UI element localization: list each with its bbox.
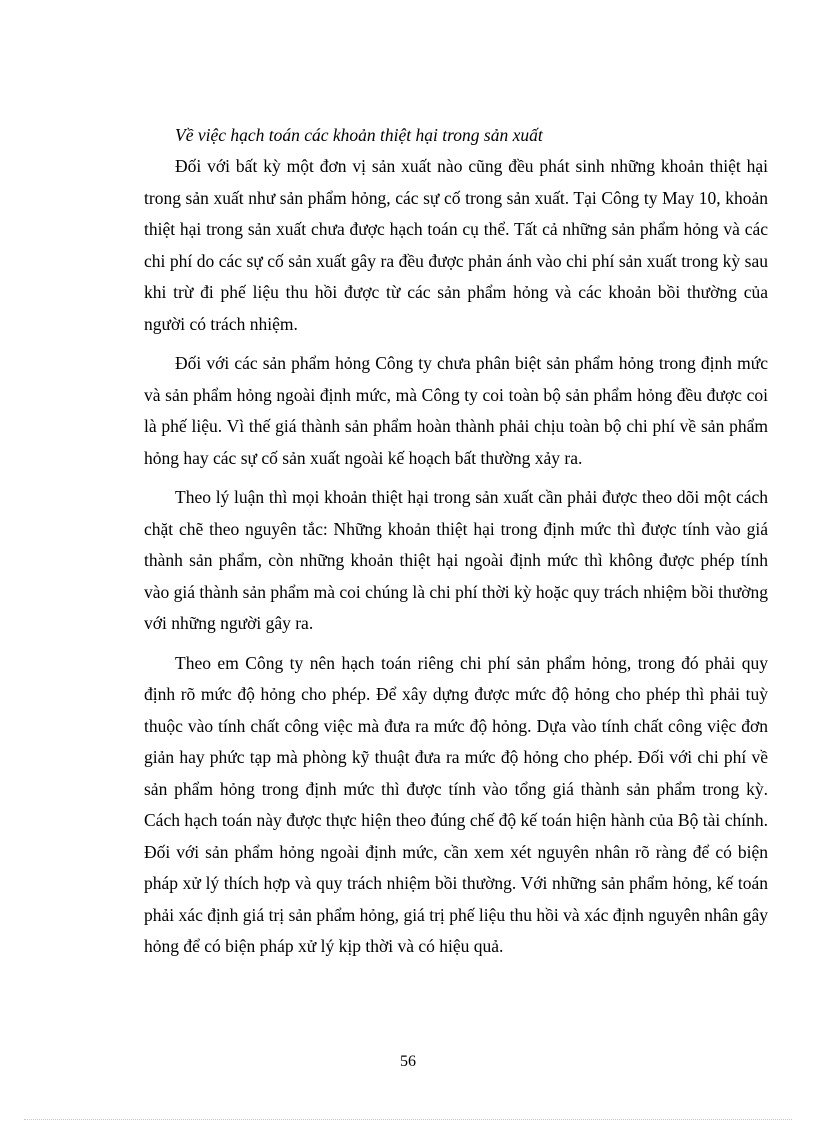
page-body: [144, 120, 768, 971]
page-number: 56: [400, 1053, 416, 1070]
paragraph-damage-overview: Đối với bất kỳ một đơn vị sản xuất nào cũng đều phát sinh những khoản thiệt hại trong sản xuất như sản phẩm hỏng, các sự cố trong sản xuất. Tại Công ty May 10, khoản thiệt hại trong sản xuất chưa được hạch toán cụ thể. Tất cả những sản phẩm hỏng và các chi phí do các sự cố sản xuất gây ra đều được phản ánh vào chi phí sản xuất trong kỳ sau khi trừ đi phế liệu thu hồi được từ các sản phẩm hỏng và các khoản bồi thường của người có trách nhiệm.: [144, 156, 768, 334]
paragraph-defective-products: Đối với các sản phẩm hỏng Công ty chưa phân biệt sản phẩm hỏng trong định mức và sản phẩm hỏng ngoài định mức, mà Công ty coi toàn bộ sản phẩm hỏng đều được coi là phế liệu. Vì thế giá thành sản phẩm hoàn thành phải chịu toàn bộ chi phí về sản phẩm hỏng hay các sự cố sản xuất ngoài kế hoạch bất thường xảy ra.: [144, 353, 768, 468]
paragraph-recommendation: Theo em Công ty nên hạch toán riêng chi phí sản phẩm hỏng, trong đó phải quy định rõ mức độ hỏng cho phép. Để xây dựng được mức độ hỏng cho phép thì phải tuỳ thuộc vào tính chất công việc mà đưa ra mức độ hỏng. Dựa vào tính chất công việc đơn giản hay phức tạp mà phòng kỹ thuật đưa ra mức độ hỏng cho phép. Đối với chi phí về sản phẩm hỏng trong định mức thì được tính vào tổng giá thành sản phẩm trong kỳ. Cách hạch toán này được thực hiện theo đúng chế độ kế toán hiện hành của Bộ tài chính. Đối với sản phẩm hỏng ngoài định mức, cần xem xét nguyên nhân rõ ràng để có biện pháp xử lý thích hợp và quy trách nhiệm bồi thường. Với những sản phẩm hỏng, kế toán phải xác định giá trị sản phẩm hỏng, giá trị phế liệu thu hồi và xác định nguyên nhân gây hỏng để có biện pháp xử lý kịp thời và có hiệu quả.: [144, 652, 768, 956]
paragraph-theory: Theo lý luận thì mọi khoản thiệt hại trong sản xuất cần phải được theo dõi một cách chặt chẽ theo nguyên tắc: Những khoản thiệt hại trong định mức thì được tính vào giá thành sản phẩm, còn những khoản thiệt hại ngoài định mức thì không được phép tính vào giá thành sản phẩm mà coi chúng là chi phí thời kỳ hoặc quy trách nhiệm bồi thường với những người gây ra.: [144, 487, 768, 633]
page-bottom-divider: [24, 1119, 792, 1120]
section-heading: Về việc hạch toán các khoản thiệt hại trong sản xuất: [175, 125, 543, 145]
